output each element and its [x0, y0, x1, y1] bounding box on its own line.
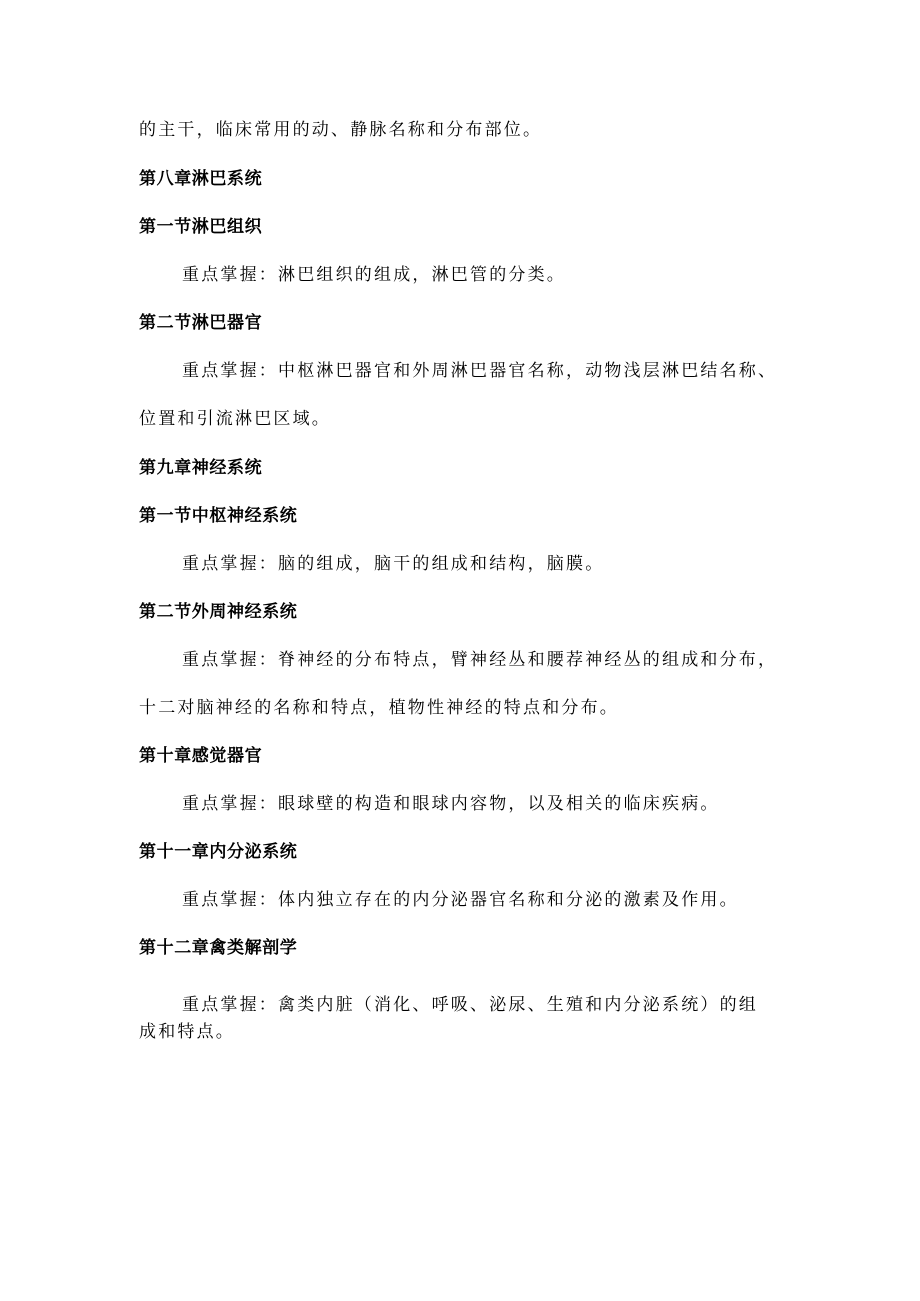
chapter-heading-9: 第九章神经系统 — [139, 458, 263, 478]
key-point-10: 重点掌握：眼球壁的构造和眼球内容物，以及相关的临床疾病。 — [182, 794, 720, 814]
key-point-12-line1: 重点掌握：禽类内脏（消化、呼吸、泌尿、生殖和内分泌系统）的组 — [182, 995, 758, 1015]
paragraph-continuation: 的主干，临床常用的动、静脉名称和分布部位。 — [139, 120, 543, 140]
section-heading-8-2: 第二节淋巴器官 — [139, 313, 263, 333]
chapter-heading-10: 第十章感觉器官 — [139, 746, 263, 766]
key-point-8-2-line1: 重点掌握：中枢淋巴器官和外周淋巴器官名称，动物浅层淋巴结名称、 — [182, 361, 778, 381]
key-point-12-line2: 成和特点。 — [139, 1022, 235, 1042]
section-heading-8-1: 第一节淋巴组织 — [139, 217, 263, 237]
section-heading-9-2: 第二节外周神经系统 — [139, 602, 298, 622]
chapter-heading-8: 第八章淋巴系统 — [139, 169, 263, 189]
key-point-8-1: 重点掌握：淋巴组织的组成，淋巴管的分类。 — [182, 265, 566, 285]
section-heading-9-1: 第一节中枢神经系统 — [139, 506, 298, 526]
key-point-9-1: 重点掌握：脑的组成，脑干的组成和结构，脑膜。 — [182, 554, 605, 574]
key-point-9-2-line1: 重点掌握：脊神经的分布特点，臂神经丛和腰荐神经丛的组成和分布， — [182, 650, 778, 670]
chapter-heading-11: 第十一章内分泌系统 — [139, 842, 298, 862]
chapter-heading-12: 第十二章禽类解剖学 — [139, 938, 298, 958]
key-point-8-2-line2: 位置和引流淋巴区域。 — [139, 409, 331, 429]
key-point-9-2-line2: 十二对脑神经的名称和特点，植物性神经的特点和分布。 — [139, 698, 619, 718]
key-point-11: 重点掌握：体内独立存在的内分泌器官名称和分泌的激素及作用。 — [182, 890, 739, 910]
